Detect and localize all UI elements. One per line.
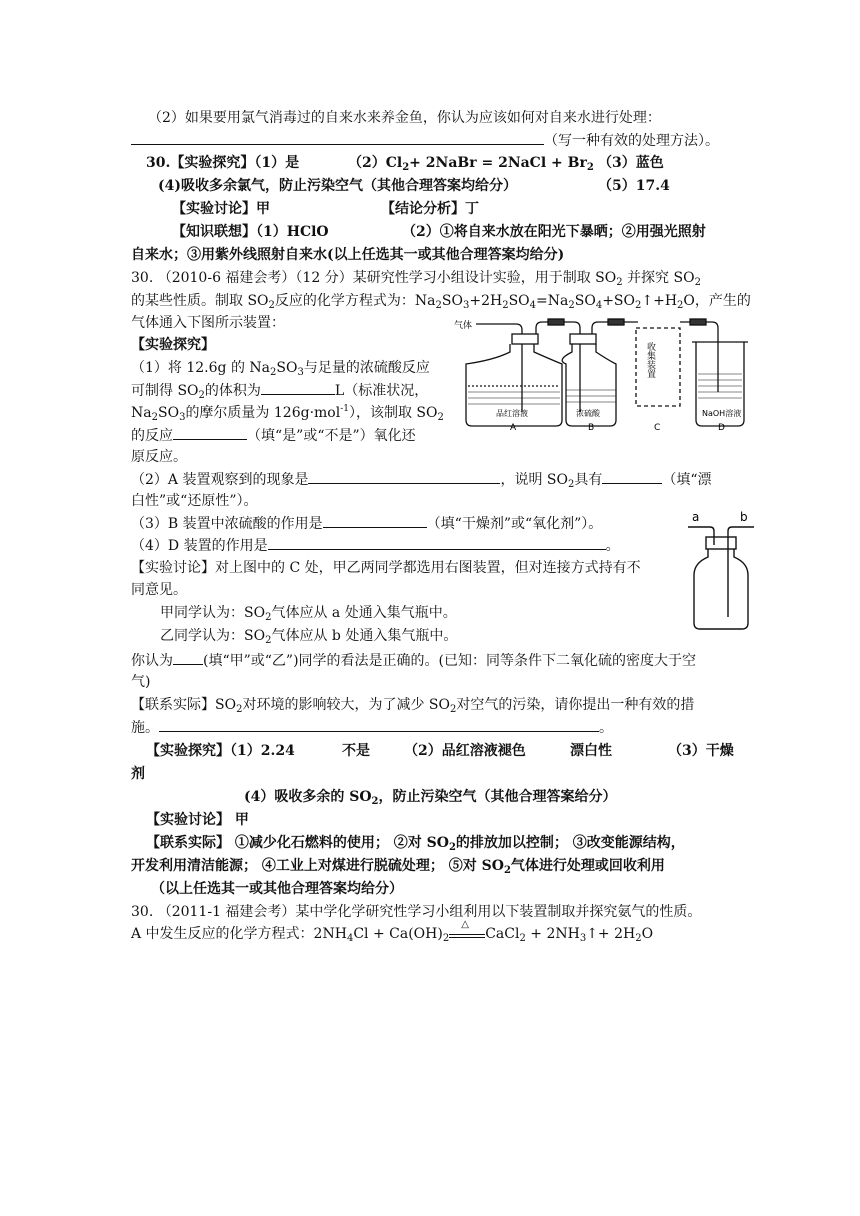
text-run: （1）将 12.6g 的 Na [131, 360, 270, 376]
text-run: 3 [179, 412, 186, 423]
text-run: （填“是”或“不是”）氧化还 [247, 428, 416, 444]
text-run: 30.【实验探究】（1）是 [146, 155, 300, 171]
text-run: 3 [297, 367, 304, 378]
text-run: O，产生的 [683, 293, 751, 309]
text-line [402, 222, 706, 242]
text-line [131, 469, 712, 490]
gas-collection-bottle [680, 505, 762, 635]
text-run: 甲同学认为：SO [160, 605, 266, 621]
text-line [131, 535, 620, 556]
text-run: +SO [602, 293, 635, 309]
text-line [131, 717, 613, 738]
text-run: 施。 [131, 720, 159, 736]
text-run: 2 [371, 796, 379, 807]
text-run: 2 [265, 635, 272, 646]
text-run: 2 [635, 300, 642, 311]
text-run: 2 [198, 390, 205, 401]
text-line [131, 268, 701, 288]
text-line [131, 380, 428, 401]
text-run: （4）D 装置的作用是 [131, 538, 268, 554]
text-line [131, 447, 187, 467]
text-run: 气体通入下图所示装置： [131, 315, 285, 331]
text-line [131, 245, 564, 265]
text-run: 。 [605, 538, 620, 554]
text-run: 【知识联想】（1）HClO [172, 224, 329, 240]
answer-blank [602, 469, 662, 484]
port-b-label: b [740, 510, 748, 524]
text-run: 2 [236, 704, 243, 715]
text-run: 气体应从 b 处通入集气瓶中。 [271, 628, 458, 644]
text-run: 2 [616, 277, 623, 288]
text-run: 【联系实际】SO [131, 697, 237, 713]
text-run: 并探究 SO [627, 270, 695, 286]
text-run: 的体积为 [204, 383, 261, 399]
text-run: 2 [151, 412, 158, 423]
text-line [131, 856, 665, 876]
text-run: 2 [586, 162, 594, 173]
answer-blank [261, 380, 335, 395]
text-run: 的反应 [131, 428, 173, 444]
text-line [131, 491, 257, 511]
text-line [348, 153, 594, 173]
text-run: ，防止污染空气（其他合理答案给分） [378, 789, 617, 805]
text-run: 2 [268, 300, 275, 311]
answer-blank [173, 650, 203, 665]
answer-blank [308, 469, 500, 484]
text-run: 4 [346, 933, 354, 944]
text-run: ↑+ 2H [586, 926, 636, 942]
text-run: Cl + Ca(OH) [353, 926, 443, 942]
text-run: 乙同学认为：SO [160, 628, 266, 644]
collect-label: 收集装置 [645, 342, 655, 378]
text-run: 2 [502, 300, 509, 311]
answer-blank [173, 425, 247, 440]
text-run: Na [131, 405, 152, 421]
text-run: 气体应从 a 处通入集气瓶中。 [271, 605, 457, 621]
text-run: 自来水；③用紫外线照射自来水(以上任选其一或其他合理答案均给分) [131, 247, 565, 263]
text-run: (4)吸收多余氯气，防止污染空气（其他合理答案均给分） [158, 178, 517, 194]
text-run: （3）蓝色 [598, 155, 664, 171]
text-line [160, 626, 457, 646]
text-line [131, 358, 430, 378]
answer-blank [268, 535, 606, 550]
text-run: 2 [503, 865, 511, 876]
text-run: 剂 [131, 766, 145, 782]
text-run: 4 [529, 300, 537, 311]
text-run: ），该制取 SO [348, 405, 438, 421]
text-run: （3）B 装置中浓硫酸的作用是 [131, 516, 323, 532]
text-line [131, 764, 145, 784]
prev-question-line [148, 108, 661, 128]
text-run: 2 [449, 704, 457, 715]
text-run: + 2NaBr = 2NaCl + Br [409, 155, 587, 171]
text-run: （2）如果要用氯气消毒过的自来水来养金鱼，你认为应该如何对自来水进行处理： [148, 110, 661, 126]
text-run: (4）吸收多余的 SO [244, 789, 372, 805]
text-run: 。 [599, 720, 613, 736]
gas-label: 气体 [454, 321, 473, 331]
label-a: A [510, 423, 517, 433]
text-run: 3 [462, 300, 470, 311]
text-line [146, 741, 295, 761]
text-run: 【实验探究】（1）2.24 [146, 743, 295, 759]
text-run: 2 [635, 933, 642, 944]
text-run: （以上任选其一或其他合理答案均给分） [151, 881, 403, 897]
text-run: （写一种有效的处理方法）。 [544, 133, 719, 149]
text-run: 对环境的影响较大，为了减少 SO [242, 697, 450, 713]
text-run: SO [508, 293, 530, 309]
text-run: 2 [519, 933, 526, 944]
text-run: （2）Cl [348, 155, 403, 171]
text-run: 同意见。 [131, 582, 187, 598]
text-run: 原反应。 [131, 449, 187, 465]
text-run: △ [461, 919, 469, 930]
text-line [131, 425, 416, 446]
text-run: （5）17.4 [598, 178, 670, 194]
text-run: 2 [448, 842, 456, 853]
text-run: 4 [595, 300, 603, 311]
answer-blank [131, 130, 544, 145]
text-run: 的某些性质。制取 SO [131, 293, 269, 309]
text-line [342, 741, 370, 761]
text-run: 30. （2010-6 福建会考）（12 分）某研究性学习小组设计实验，用于制取 SO [131, 270, 617, 286]
text-line [146, 833, 685, 853]
text-line [131, 513, 602, 534]
text-run: 你认为 [131, 653, 173, 669]
text-run: （2）①将自来水放在阳光下暴晒；②用强光照射 [402, 224, 706, 240]
text-line [244, 787, 617, 807]
text-line [131, 313, 285, 333]
text-line [131, 580, 187, 600]
text-run: 白性”或“还原性”）。 [131, 493, 258, 509]
text-line [158, 176, 517, 196]
text-line [381, 199, 479, 219]
text-run: A 中发生反应的化学方程式：2NH [131, 926, 347, 942]
text-run: 2 [265, 612, 272, 623]
text-line [146, 810, 249, 830]
text-run: 【联系实际】 ①减少化石燃料的使用； ②对 SO [146, 835, 449, 851]
text-run: （2）A 装置观察到的现象是 [131, 472, 309, 488]
text-run: 气) [131, 674, 151, 690]
text-run: 2 [568, 300, 575, 311]
text-run: 2 [402, 162, 410, 173]
text-run: 【实验探究】 [131, 337, 215, 353]
text-run: 对空气的污染，请你提出一种有效的措 [456, 697, 695, 713]
text-run: 反应的化学方程式为：Na [274, 293, 436, 309]
label-b: B [588, 423, 595, 433]
text-run: 【实验讨论】甲 [172, 201, 270, 217]
text-run: 2 [437, 412, 444, 423]
text-run: 的排放加以控制； ③改变能源结构， [455, 835, 685, 851]
answer-blank [323, 513, 427, 528]
text-line [131, 695, 694, 715]
text-run: ↑+H [641, 293, 678, 309]
text-run: SO [276, 360, 298, 376]
section-heading [131, 335, 215, 355]
text-line [131, 558, 641, 578]
text-run: 的摩尔质量为 126g·mol [185, 405, 341, 421]
text-line [668, 741, 734, 761]
text-run: +2H [469, 293, 503, 309]
text-line [172, 199, 270, 219]
text-line [131, 403, 444, 423]
text-line [131, 291, 751, 311]
text-run: 可制得 SO [131, 383, 199, 399]
text-line [172, 222, 329, 242]
apparatus-diagram [448, 312, 753, 437]
text-line [131, 672, 150, 692]
text-run: （2）品红溶液褪色 [404, 743, 526, 759]
text-run: （填“干燥剂”或“氧化剂”）。 [426, 516, 603, 532]
text-line [131, 902, 701, 922]
text-run: 不是 [342, 743, 370, 759]
text-line [598, 176, 670, 196]
text-run: SO [441, 293, 463, 309]
text-run: 2 [694, 277, 701, 288]
text-run: 漂白性 [570, 743, 612, 759]
text-run: （3）干燥 [668, 743, 734, 759]
text-run: SO [157, 405, 180, 421]
text-run: 【结论分析】丁 [381, 201, 479, 217]
text-run: 具有 [574, 472, 603, 488]
text-run: 开发利用清洁能源； ④工业上对煤进行脱硫处理； ⑤对 SO [131, 858, 504, 874]
text-line [146, 153, 299, 173]
reagent-a-label: 品红溶液 [496, 409, 528, 418]
text-line [570, 741, 612, 761]
text-run: ，说明 SO [500, 472, 568, 488]
text-run: 2 [568, 479, 575, 490]
reagent-d-label: NaOH溶液 [702, 409, 742, 418]
text-line [404, 741, 526, 761]
text-run: L（标准状况， [334, 383, 429, 399]
text-run: SO [574, 293, 596, 309]
text-line [131, 650, 696, 671]
text-run: 30. （2011-1 福建会考）某中学化学研究性学习小组利用以下装置制取并探究氨气的性质。 [131, 904, 702, 920]
text-run: O [641, 926, 654, 942]
text-line [598, 153, 664, 173]
heat-condition-sign [449, 919, 485, 938]
label-d: D [718, 423, 725, 433]
reagent-b-label: 浓硫酸 [576, 409, 600, 418]
text-run: （填“漂 [662, 472, 712, 488]
text-run: 【实验讨论】 甲 [146, 812, 249, 828]
text-run: 2 [270, 367, 277, 378]
answer-blank [159, 717, 599, 732]
prev-question-answer-blank-line [131, 130, 719, 151]
text-run: (填“甲”或“乙”)同学的看法是正确的。(已知：同等条件下二氧化硫的密度大于空 [203, 653, 697, 669]
text-run: 气体进行处理或回收利用 [510, 858, 665, 874]
text-run: 3 [579, 933, 587, 944]
text-run: 2 [677, 300, 684, 311]
text-line [160, 603, 457, 623]
text-run: CaCl [485, 926, 520, 942]
text-run: + 2NH [525, 926, 580, 942]
text-run: -1 [340, 404, 349, 414]
text-run: 2 [435, 300, 442, 311]
label-c: C [654, 423, 661, 433]
text-run: 与足量的浓硫酸反应 [303, 360, 430, 376]
port-a-label: a [692, 510, 700, 524]
text-run: =Na [536, 293, 569, 309]
text-line [131, 919, 654, 944]
text-line [151, 879, 403, 899]
text-run: 2 [442, 933, 450, 944]
text-run: 【实验讨论】对上图中的 C 处，甲乙两同学都选用右图装置，但对连接方式持有不 [131, 560, 641, 576]
